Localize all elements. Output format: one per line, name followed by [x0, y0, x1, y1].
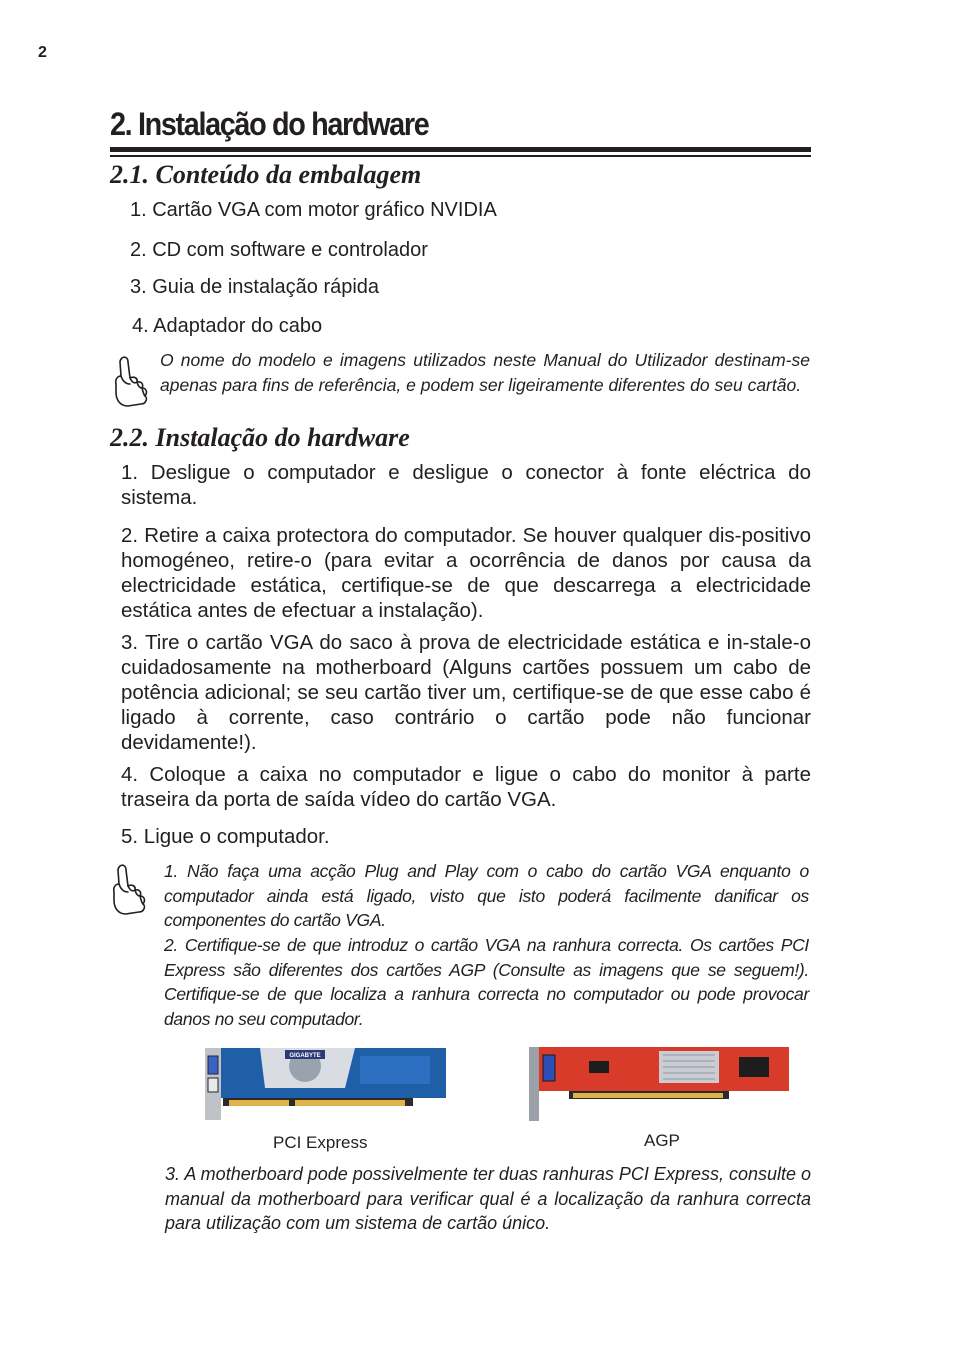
- note-text: 1. Não faça uma acção Plug and Play com o cabo do cartão VGA enquanto o computador ainda está ligado, visto que isto poderá facilmente danificar os componentes do cartão VGA.: [164, 861, 809, 930]
- note-text: O nome do modelo e imagens utilizados neste Manual do Utilizador destinam-se apenas para fins de referência, e podem ser ligeiramente diferentes do seu cartão.: [160, 350, 810, 395]
- section-heading-installation: 2.2. Instalação do hardware: [110, 423, 410, 452]
- pci-express-card-image: [205, 1048, 446, 1124]
- list-item: 3. Guia de instalação rápida: [130, 276, 380, 298]
- image-caption-agp: AGP: [644, 1131, 680, 1150]
- note-text: 3. A motherboard pode possivelmente ter duas ranhuras PCI Express, consulte o manual da motherboard para verificar qual é a localização da ranhura correcta para utilização com um sistema de cartão único.: [165, 1164, 812, 1233]
- list-item: 4. Adaptador do cabo: [132, 315, 323, 337]
- title-rule-thin: [110, 155, 811, 157]
- section-heading-contents: 2.1. Conteúdo da embalagem: [110, 160, 422, 189]
- step-paragraph: 4. Coloque a caixa no computador e ligue o cabo do monitor à parte traseira da porta de saída vídeo do cartão VGA.: [121, 763, 811, 811]
- title-rule-thick: [110, 147, 811, 152]
- note-text: 2. Certifique-se de que introduz o cartão VGA na ranhura correcta. Os cartões PCI Express são diferentes dos cartões AGP (Consulte as imagens que se seguem!). Certifique-se de que localiza a ranhura correcta no computador ou pode provocar danos no seu computador.: [164, 935, 809, 1029]
- pointing-hand-icon: [108, 354, 152, 410]
- step-paragraph: 3. Tire o cartão VGA do saco à prova de electricidade estática e in-stale-o cuidadosamente na motherboard (Alguns cartões possuem um cabo de potência adicional; se seu cartão tiver um, certifique-se de que esse cabo é ligado à corrente, caso contrário o cartão pode não funcionar devidamente!).: [121, 631, 811, 754]
- pointing-hand-icon: [106, 862, 150, 918]
- step-paragraph: 5. Ligue o computador.: [121, 825, 330, 848]
- step-paragraph: 2. Retire a caixa protectora do computador. Se houver qualquer dis-positivo homogéneo, retire-o (para evitar a ocorrência de danos por causa da electricidade estática, certifique-se de que descarrega a electricidade estática antes de efectuar a instalação).: [121, 524, 811, 622]
- card-brand-label: GIGABYTE: [289, 1053, 321, 1059]
- list-item: 2. CD com software e controlador: [130, 239, 428, 261]
- agp-card-image: [529, 1047, 790, 1121]
- page-number: 2: [38, 44, 47, 61]
- page-title: 2. Instalação do hardware: [110, 106, 429, 142]
- list-item: 1. Cartão VGA com motor gráfico NVIDIA: [130, 199, 497, 221]
- image-caption-pci-express: PCI Express: [273, 1133, 368, 1152]
- step-paragraph: 1. Desligue o computador e desligue o conector à fonte eléctrica do sistema.: [121, 461, 811, 509]
